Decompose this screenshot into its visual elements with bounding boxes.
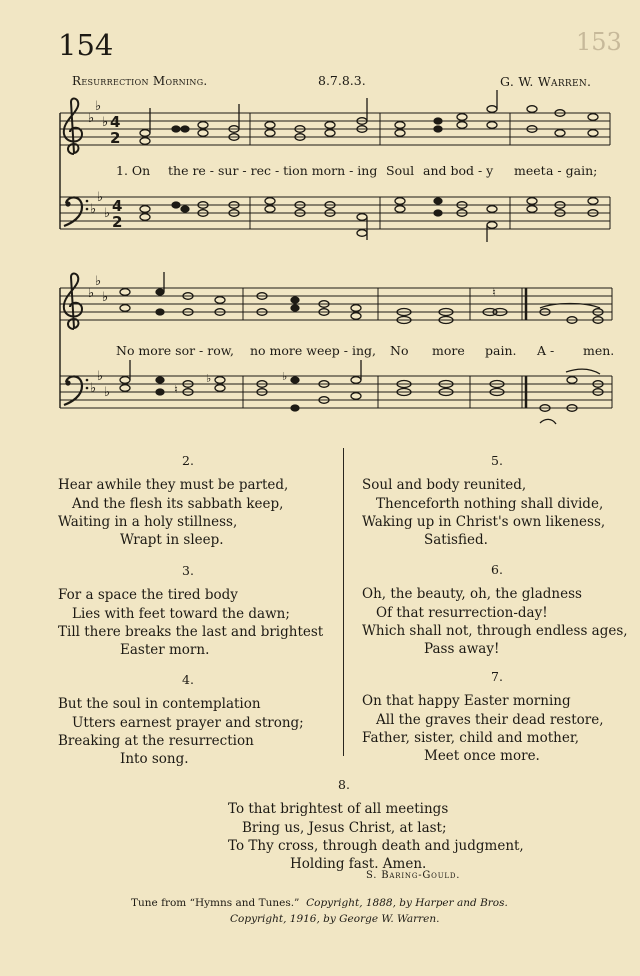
- lyric-line2-3: No: [390, 343, 409, 358]
- stanza-line: Thenceforth nothing shall divide,: [376, 495, 604, 512]
- stanza-line: Breaking at the resurrection: [58, 732, 254, 749]
- stanza-number: 7.: [491, 669, 503, 684]
- stanza-line: On that happy Easter morning: [362, 693, 571, 710]
- lyric-line1-1: 1. On: [116, 163, 151, 178]
- svg-text:♭: ♭: [88, 286, 95, 301]
- lyric-line1-6: a - gain;: [546, 163, 598, 178]
- svg-text:♮: ♮: [174, 383, 178, 396]
- stanza-line: For a space the tired body: [58, 587, 238, 604]
- svg-text:♭: ♭: [102, 290, 109, 305]
- stanza-line: Of that resurrection-day!: [376, 604, 548, 621]
- svg-text:♭: ♭: [95, 99, 102, 114]
- stanza-6: [362, 561, 632, 658]
- stanza-line: Meet once more.: [424, 748, 540, 765]
- lyric-line2-1: No more sor - row,: [116, 343, 234, 358]
- setting-credit: [230, 913, 440, 925]
- svg-text:♭: ♭: [104, 385, 111, 400]
- stanza-3: [58, 562, 324, 659]
- lyric-line1-3: Soul: [386, 163, 415, 178]
- stanza-line: Till there breaks the last and brightest: [58, 623, 324, 640]
- svg-text:♭: ♭: [95, 274, 102, 289]
- stanza-line: Bring us, Jesus Christ, at last;: [242, 819, 447, 836]
- hymn-composer: G. W. Warren.: [500, 74, 592, 89]
- lyric-line2-5: pain.: [485, 343, 517, 358]
- stanza-line: But the soul in contemplation: [58, 696, 261, 713]
- time-signature-bass-1: [112, 197, 122, 231]
- stanza-7: [362, 668, 632, 765]
- bass-clef-icon: [64, 376, 82, 405]
- lyric-line2-4: more: [432, 343, 465, 358]
- text-author: S. Baring-Gould.: [366, 870, 461, 881]
- stanza-line: And the flesh its sabbath keep,: [72, 495, 284, 512]
- stanza-line: Hear awhile they must be parted,: [58, 477, 289, 494]
- stanza-line: Lies with feet toward the dawn;: [72, 605, 290, 622]
- lyric-line1-2: the re - sur - rec - tion morn - ing: [168, 163, 378, 178]
- svg-text:♭: ♭: [90, 381, 97, 396]
- svg-text:♮: ♮: [492, 286, 496, 299]
- stanza-line: Oh, the beauty, oh, the gladness: [362, 586, 582, 603]
- stanza-number: 3.: [182, 563, 194, 578]
- svg-text:♭: ♭: [104, 206, 111, 221]
- hymn-title: Resurrection Morning.: [72, 74, 208, 88]
- stanza-line: Utters earnest prayer and strong;: [72, 714, 304, 731]
- stanza-line: Easter morn.: [120, 642, 210, 659]
- svg-text:♭: ♭: [206, 372, 212, 385]
- stanza-number: 5.: [491, 453, 503, 468]
- svg-text:♭: ♭: [102, 115, 109, 130]
- stanza-line: To that brightest of all meetings: [228, 801, 449, 818]
- lyric-line2-6: A -: [537, 343, 555, 358]
- stanza-line: Father, sister, child and mother,: [362, 729, 580, 746]
- stanza-line: All the graves their dead restore,: [376, 711, 604, 728]
- lyric-line2-2: no more weep - ing,: [250, 343, 376, 358]
- lyric-line2-7: men.: [583, 343, 615, 358]
- svg-text:2: 2: [110, 129, 121, 147]
- stanza-line: Holding fast. Amen.: [290, 856, 427, 873]
- treble-staff-2: [60, 288, 612, 320]
- svg-text:4: 4: [110, 113, 121, 131]
- stanza-number: 6.: [491, 562, 503, 577]
- svg-text:♭: ♭: [97, 190, 104, 205]
- lyric-line1-5: meet: [514, 163, 546, 178]
- svg-text:♭: ♭: [90, 202, 97, 217]
- tune-credit: [131, 897, 508, 909]
- setting-copyright: Copyright, 1916, by George W. Warren.: [230, 913, 440, 925]
- page-number: 154: [58, 28, 114, 62]
- stanza-line: Satisfied.: [424, 532, 488, 549]
- treble-clef-icon: [64, 99, 82, 154]
- stanza-number: 2.: [182, 453, 194, 468]
- time-signature-treble-1: [110, 113, 120, 147]
- stanza-4: [58, 671, 318, 768]
- svg-text:♭: ♭: [97, 369, 104, 384]
- key-signature-treble-2: [88, 274, 108, 305]
- stanza-5: [362, 452, 632, 549]
- stanza-2: [58, 452, 318, 549]
- stanza-line: Soul and body reunited,: [362, 477, 527, 494]
- tune-copyright: Copyright, 1888, by Harper and Bros.: [306, 897, 508, 909]
- column-divider: [343, 448, 344, 756]
- stanza-line: Wrapt in sleep.: [120, 532, 224, 549]
- svg-text:2: 2: [112, 213, 123, 231]
- tune-source: Tune from “Hymns and Tunes.”: [131, 897, 300, 909]
- stanza-line: Pass away!: [424, 641, 500, 658]
- stanza-line: To Thy cross, through death and judgment,: [228, 837, 524, 854]
- bass-notes-1: [140, 198, 598, 242]
- bass-clef-icon: [64, 197, 82, 226]
- stanza-line: Which shall not, through endless ages,: [362, 622, 628, 639]
- svg-text:♭: ♭: [88, 111, 95, 126]
- stanza-number: 8.: [338, 777, 350, 792]
- bass-staff-2: [60, 376, 612, 408]
- treble-clef-icon: [64, 274, 82, 329]
- treble-notes-1: [140, 90, 598, 144]
- stanza-line: Waiting in a holy stillness,: [58, 513, 238, 530]
- stanza-line: Waking up in Christ's own likeness,: [362, 513, 606, 530]
- stanza-number: 4.: [182, 672, 194, 687]
- stanza-8: [228, 776, 528, 873]
- lyric-line1-4: and bod - y: [423, 163, 494, 178]
- hymn-meter: 8.7.8.3.: [318, 73, 366, 88]
- key-signature-treble-1: [88, 99, 108, 130]
- svg-text:♭: ♭: [282, 370, 288, 383]
- svg-text:4: 4: [112, 197, 123, 215]
- stanza-line: Into song.: [120, 751, 189, 768]
- treble-notes-2: [120, 272, 603, 324]
